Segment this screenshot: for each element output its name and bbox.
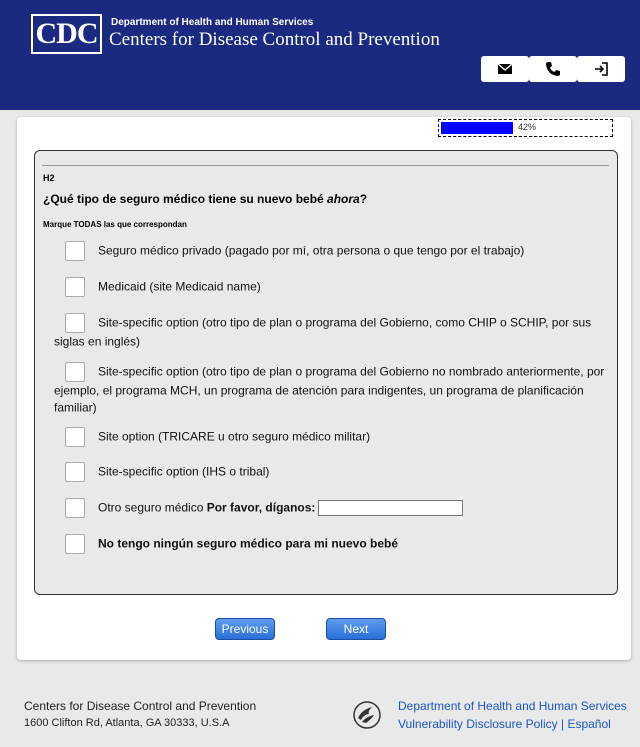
option-tricare[interactable]: [54, 427, 614, 447]
footer-org: Centers for Disease Control and Prevention: [24, 699, 257, 713]
option-label: Seguro médico privado (pagado por mí, otra persona o que tengo por el trabajo): [98, 243, 525, 258]
checkbox[interactable]: [65, 427, 85, 447]
footer-links: [398, 717, 611, 731]
department-name: Department of Health and Human Services: [111, 17, 314, 28]
cdc-logo[interactable]: CDC: [31, 14, 102, 54]
phone-icon: [545, 61, 561, 77]
checkbox[interactable]: [65, 313, 85, 333]
option-other-government[interactable]: [54, 362, 614, 417]
option-label: Site-specific option (IHS o tribal): [98, 464, 270, 479]
question-box: [34, 150, 618, 595]
option-ihs[interactable]: [54, 462, 614, 482]
phone-button[interactable]: [529, 56, 577, 82]
link-separator: |: [560, 717, 565, 731]
next-button[interactable]: Next: [326, 618, 386, 640]
question-id: H2: [43, 173, 55, 183]
site-header: [0, 0, 640, 110]
hhs-link[interactable]: Department of Health and Human Services: [398, 699, 627, 713]
option-label: No tengo ningún seguro médico para mi nuevo bebé: [98, 536, 399, 551]
option-label: Otro seguro médico: [98, 500, 207, 515]
hhs-eagle-icon: [352, 700, 382, 730]
previous-button[interactable]: Previous: [215, 618, 275, 640]
question-instruction: Marque TODAS las que correspondan: [43, 220, 187, 229]
option-other-insurance[interactable]: [54, 498, 614, 518]
espanol-link[interactable]: Español: [567, 717, 611, 731]
vulnerability-policy-link[interactable]: Vulnerability Disclosure Policy: [398, 717, 558, 731]
checkbox[interactable]: [65, 498, 85, 518]
exit-button[interactable]: [577, 56, 625, 82]
checkbox[interactable]: [65, 241, 85, 261]
option-medicaid[interactable]: [54, 277, 614, 297]
divider: [42, 165, 609, 166]
exit-icon: [593, 61, 609, 77]
progress-label: 42%: [518, 122, 537, 132]
option-label: Site-specific option (otro tipo de plan o programa del Gobierno no nombrado anteriormente, por ejemplo, el programa MCH, un programa de atención para indigentes, un programa de planificación familiar): [54, 364, 605, 415]
progress-bar: [438, 119, 613, 137]
option-private-insurance[interactable]: [54, 241, 614, 261]
option-no-insurance[interactable]: [54, 534, 614, 554]
progress-fill: [441, 122, 513, 134]
checkbox[interactable]: [65, 362, 85, 382]
survey-card: [17, 117, 631, 660]
question-emphasis: ahora: [327, 192, 360, 206]
checkbox[interactable]: [65, 534, 85, 554]
envelope-icon: [497, 61, 513, 77]
option-label: Medicaid (site Medicaid name): [98, 279, 261, 294]
checkbox[interactable]: [65, 277, 85, 297]
option-chip[interactable]: [54, 313, 614, 350]
site-footer: [0, 672, 640, 747]
question-text: ¿Qué tipo de seguro médico tiene su nuevo bebé ahora?: [43, 192, 368, 206]
option-label: Site-specific option (otro tipo de plan o programa del Gobierno, como CHIP o SCHIP, por sus siglas en inglés): [54, 315, 592, 349]
footer-address: 1600 Clifton Rd, Atlanta, GA 30333, U.S.A: [24, 717, 230, 729]
checkbox[interactable]: [65, 462, 85, 482]
option-label: Site option (TRICARE u otro seguro médico militar): [98, 429, 371, 444]
other-insurance-input[interactable]: [318, 500, 463, 516]
email-button[interactable]: [481, 56, 529, 82]
option-prompt: Por favor, díganos:: [206, 500, 316, 515]
agency-name: Centers for Disease Control and Prevention: [109, 29, 440, 50]
